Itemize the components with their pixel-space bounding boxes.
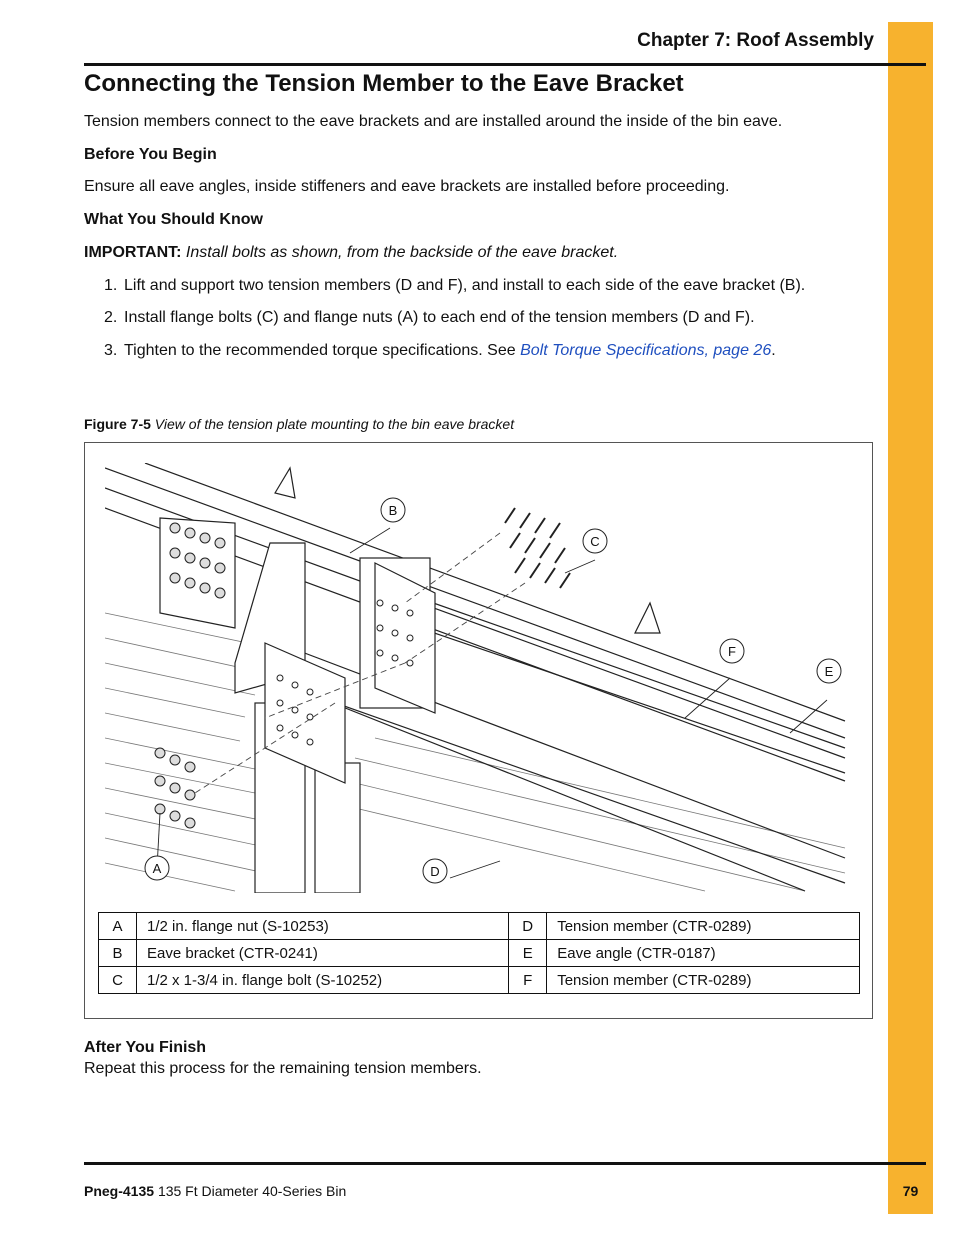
figure-label: Figure 7-5 [84, 416, 151, 432]
callout-b: B [388, 503, 398, 518]
step-text: Lift and support two tension members (D and F), and install to each side of the eave bracket (B). [124, 277, 806, 294]
step-end: . [771, 342, 776, 359]
important-text: Install bolts as shown, from the backside of the eave bracket. [185, 244, 619, 261]
legend-value: Eave bracket (CTR-0241) [137, 940, 509, 967]
legend-value: 1/2 x 1-3/4 in. flange bolt (S-10252) [137, 967, 509, 994]
know-heading: What You Should Know [84, 211, 263, 228]
legend-key: E [509, 940, 547, 967]
table-row [99, 940, 860, 967]
tension-member-drawing [105, 463, 850, 893]
callout-f: F [728, 644, 736, 659]
legend-value: Eave angle (CTR-0187) [547, 940, 860, 967]
footer [84, 1183, 346, 1199]
footer-rule [84, 1162, 926, 1165]
callout-e: E [824, 664, 834, 679]
legend-key: D [509, 913, 547, 940]
callout-a: A [152, 861, 162, 876]
table-row [99, 913, 860, 940]
bolt-torque-link[interactable]: Bolt Torque Specifications, page 26 [520, 342, 772, 359]
after-heading: After You Finish [84, 1039, 207, 1056]
page-number: 79 [902, 1183, 919, 1199]
step-text: Install flange bolts (C) and flange nuts (A) to each end of the tension members (D and F). [124, 309, 755, 326]
flange-bolts [505, 508, 570, 588]
intro-text: Tension members connect to the eave brackets and are installed around the inside of the bin eave. [84, 113, 783, 130]
section-title: Connecting the Tension Member to the Eave Bracket [84, 70, 684, 97]
step-number: 3. [104, 342, 118, 359]
before-text: Ensure all eave angles, inside stiffeners and eave brackets are installed before proceeding. [84, 178, 730, 195]
before-heading: Before You Begin [84, 146, 217, 163]
step-3 [104, 342, 776, 360]
legend-key: A [99, 913, 137, 940]
figure-caption-text: View of the tension plate mounting to the bin eave bracket [154, 416, 515, 432]
callout-d: D [430, 864, 440, 879]
legend-key: C [99, 967, 137, 994]
important-label: IMPORTANT: [84, 244, 182, 261]
legend-value: Tension member (CTR-0289) [547, 913, 860, 940]
callout-c: C [590, 534, 600, 549]
step-text: Tighten to the recommended torque specifications. See [124, 342, 521, 359]
legend-key: B [99, 940, 137, 967]
step-number: 2. [104, 309, 118, 326]
legend-key: F [509, 967, 547, 994]
parts-legend-table [98, 912, 860, 994]
legend-value: 1/2 in. flange nut (S-10253) [137, 913, 509, 940]
step-1 [104, 277, 805, 295]
figure-caption [84, 416, 514, 432]
chapter-heading: Chapter 7: Roof Assembly [637, 30, 874, 51]
after-text: Repeat this process for the remaining tension members. [84, 1060, 482, 1077]
doc-title: 135 Ft Diameter 40-Series Bin [157, 1183, 347, 1199]
doc-id: Pneg-4135 [84, 1183, 155, 1199]
header-rule [84, 63, 926, 66]
step-number: 1. [104, 277, 118, 294]
step-2 [104, 309, 755, 327]
chapter-side-tab [888, 22, 933, 1214]
callout-circles [145, 498, 841, 883]
legend-value: Tension member (CTR-0289) [547, 967, 860, 994]
important-note [84, 244, 618, 262]
table-row [99, 967, 860, 994]
